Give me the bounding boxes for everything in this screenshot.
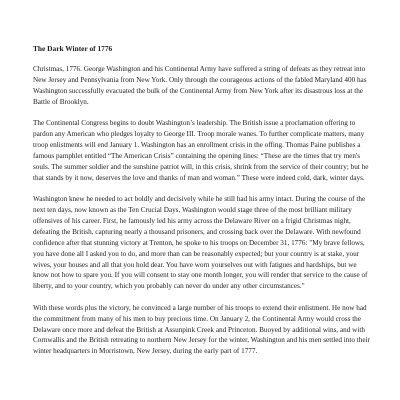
document-title: The Dark Winter of 1776	[33, 44, 113, 53]
paragraph-1: Christmas, 1776. George Washington and his Continental Army have suffered a string of defeats as they retreat into New Jersey and Pennsylvania from New York. Only through the courageous actions of the fabled Maryland 400 has Washington successfully evacuated the bulk of the Continental Army from New York after its disastrous loss at the Battle of Brooklyn.	[33, 65, 367, 106]
paragraph-2: The Continental Congress begins to doubt Washington’s leadership. The British issue a proclamation offering to pardon any American who pledges loyalty to George III. Troop morale wanes. To further complicate matters, many troop enlistments will end January 1. Washington has an enrollment crisis in the offing. Thomas Paine publishes a famous pamphlet entitled “The American Crisis” containing the opening lines: “These are the times that try men's souls. The summer soldier and the sunshine patriot will, in this crisis, shrink from the service of their country; but he that stands by it now, deserves the love and thanks of man and woman.” These were indeed cold, dark, winter days.	[33, 119, 369, 182]
document-body	[33, 44, 373, 368]
paragraph-4: With these words plus the victory, he convinced a large number of his troops to extend their enlistment. He now had the commitment from many of his men to buy precious time. On January 2, the Continental Army would cross the Delaware once more and defeat the British at Assunpink Creek and Princeton. Buoyed by additional wins, and with Cornwallis and the British retreating to northern New Jersey for the winter, Washington and his men settled into their winter headquarters in Morristown, New Jersey, during the early part of 1777.	[33, 303, 370, 356]
paragraph-3: Washington knew he needed to act boldly and decisively while he still had his army intact. During the course of the next ten days, now known as the Ten Crucial Days, Washington would stage three of the most brilliant military offensives of his career. First, he famously led his army across the Delaware River on a frigid Christmas night, defeating the British, capturing nearly a thousand prisoners, and crossing back over the Delaware. With newfound confidence after that stunning victory at Trenton, he spoke to his troops on December 31, 1776: "My brave fellows, you have done all I asked you to do, and more than can be reasonably expected; but your country is at stake, your wives, your houses and all that you hold dear. You have worn yourselves out with fatigues and hardships, but we know not how to spare you. If you will consent to stay one month longer, you will render that service to the cause of liberty, and to your country, which you probably can never do under any other circumstances."	[33, 195, 368, 291]
